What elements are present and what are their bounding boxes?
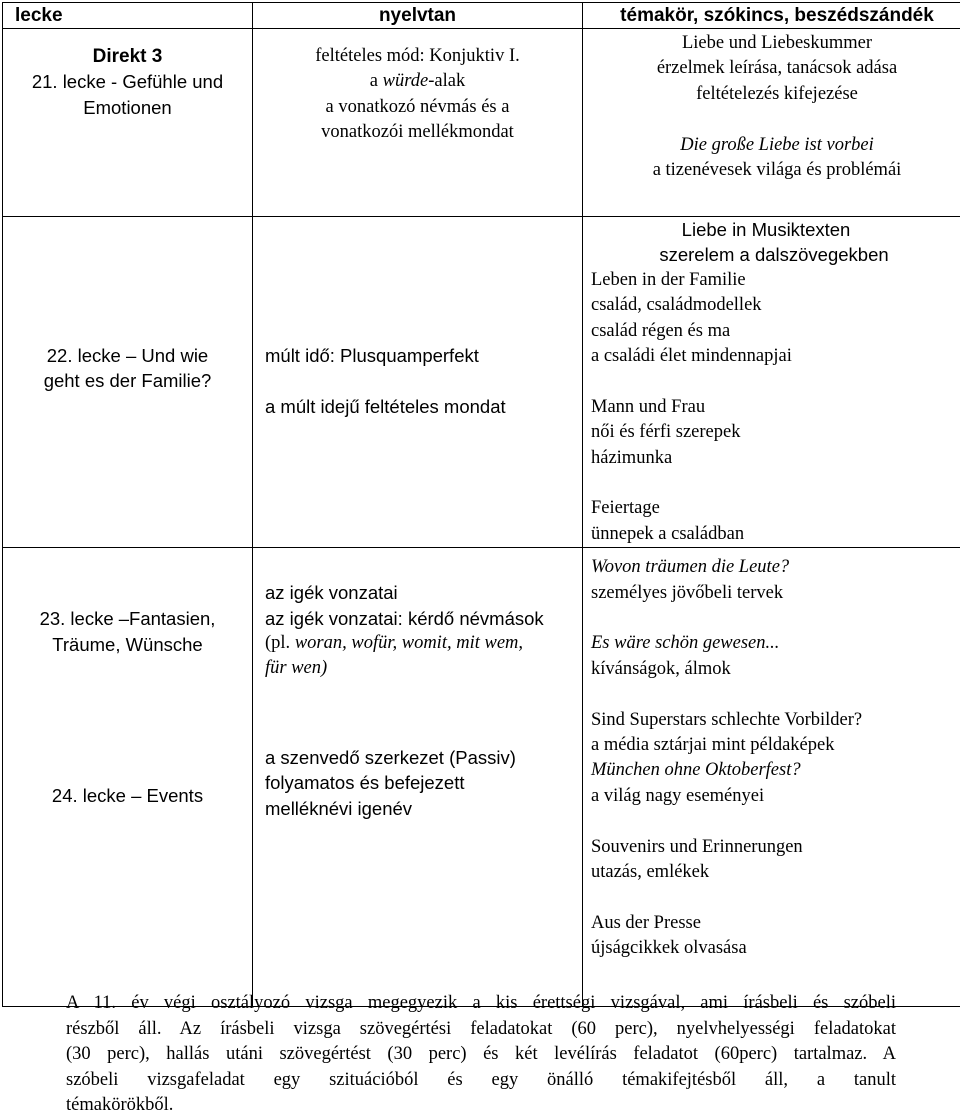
grammar-item: az igék vonzatai: kérdő névmások: [265, 606, 582, 631]
topic-item: Leben in der Familie: [591, 268, 960, 293]
table-row: [3, 548, 960, 1007]
topics-cell-21: [583, 29, 960, 217]
grammar-item: für wen): [265, 656, 582, 681]
topic-item: a tizenévesek világa és problémái: [583, 158, 960, 183]
grammar-item: a szenvedő szerkezet (Passiv): [265, 745, 582, 770]
paragraph-line: (30 perc), hallás utáni szövegértést (30 perc) és két levélírás feladatot (60perc) tartalmaz. A: [66, 1042, 896, 1068]
lesson-21-subtitle: Emotionen: [3, 95, 252, 120]
lesson-24-title: 24. lecke – Events: [3, 783, 252, 808]
curriculum-table-wrapper: [2, 2, 958, 1007]
paragraph-line: témakörökből.: [66, 1093, 896, 1119]
grammar-item: melléknévi igenév: [265, 796, 582, 821]
topic-item: Es wäre schön gewesen...: [591, 631, 960, 656]
topic-item: ünnepek a családban: [591, 522, 960, 547]
lesson-cell-23-24: [3, 548, 253, 1007]
topic-item: szerelem a dalszövegekben: [591, 242, 960, 267]
topic-item: kívánságok, álmok: [591, 657, 960, 682]
paragraph-line: részből áll. Az írásbeli vizsga szövegértési feladatokat (60 perc), nyelvhelyességi feladatokat: [66, 1017, 896, 1043]
topics-cell-23-24: [583, 548, 960, 1007]
header-topics: témakör, szókincs, beszédszándék: [583, 3, 960, 29]
grammar-item: az igék vonzatai: [265, 580, 582, 605]
topic-item: Wovon träumen die Leute?: [591, 555, 960, 580]
topics-cell-22: [583, 217, 960, 548]
topic-item: feltételezés kifejezése: [583, 82, 960, 107]
grammar-item: a múlt idejű feltételes mondat: [265, 394, 582, 419]
grammar-item: a vonatkozó névmás és a: [253, 95, 582, 120]
lesson-23-subtitle: Träume, Wünsche: [3, 632, 252, 657]
lesson-cell-22: [3, 217, 253, 548]
table-row: [3, 29, 960, 217]
header-lesson: lecke: [3, 3, 253, 29]
topic-item: házimunka: [591, 446, 960, 471]
topic-item: család régen és ma: [591, 319, 960, 344]
paragraph-line: A 11. év végi osztályozó vizsga megegyezik a kis érettségi vizsgával, ami írásbeli és szóbeli: [66, 991, 896, 1017]
topic-item: Aus der Presse: [591, 911, 960, 936]
table-row: [3, 217, 960, 548]
lesson-22-subtitle: geht es der Familie?: [3, 368, 252, 393]
curriculum-table: [2, 2, 960, 1007]
topic-item: női és férfi szerepek: [591, 420, 960, 445]
topic-item: a családi élet mindennapjai: [591, 344, 960, 369]
topic-item: a világ nagy eseményei: [591, 784, 960, 809]
course-title: Direkt 3: [3, 44, 252, 69]
lesson-22-title: 22. lecke – Und wie: [3, 343, 252, 368]
topic-item: utazás, emlékek: [591, 860, 960, 885]
grammar-cell-23-24: [253, 548, 583, 1007]
topic-item: személyes jövőbeli tervek: [591, 581, 960, 606]
lesson-23-title: 23. lecke –Fantasien,: [3, 606, 252, 631]
grammar-item: feltételes mód: Konjuktiv I.: [253, 44, 582, 69]
lesson-21-title: 21. lecke - Gefühle und: [3, 69, 252, 94]
topic-item: Souvenirs und Erinnerungen: [591, 835, 960, 860]
lesson-cell-21: [3, 29, 253, 217]
topic-item: a média sztárjai mint példaképek: [591, 733, 960, 758]
topic-item: Liebe in Musiktexten: [591, 217, 960, 242]
topic-item: Mann und Frau: [591, 395, 960, 420]
grammar-item: vonatkozói mellékmondat: [253, 120, 582, 145]
topic-item: Liebe und Liebeskummer: [583, 31, 960, 56]
grammar-item: múlt idő: Plusquamperfekt: [265, 343, 582, 368]
grammar-item: folyamatos és befejezett: [265, 770, 582, 795]
topic-item: érzelmek leírása, tanácsok adása: [583, 56, 960, 81]
topic-item: újságcikkek olvasása: [591, 936, 960, 961]
grammar-item: (pl. woran, wofür, womit, mit wem,: [265, 631, 582, 656]
topic-item: München ohne Oktoberfest?: [591, 758, 960, 783]
topic-item: Sind Superstars schlechte Vorbilder?: [591, 708, 960, 733]
topic-item: Die große Liebe ist vorbei: [583, 133, 960, 158]
topic-item: család, családmodellek: [591, 293, 960, 318]
table-header-row: [3, 3, 960, 29]
grammar-cell-21: [253, 29, 583, 217]
grammar-item: a würde-alak: [253, 69, 582, 94]
topic-item: Feiertage: [591, 496, 960, 521]
header-grammar: nyelvtan: [253, 3, 583, 29]
paragraph-line: szóbeli vizsgafeladat egy szituációból és egy önálló témakifejtésből áll, a tanult: [66, 1068, 896, 1094]
grammar-cell-22: [253, 217, 583, 548]
exam-description-paragraph: [66, 991, 896, 1119]
